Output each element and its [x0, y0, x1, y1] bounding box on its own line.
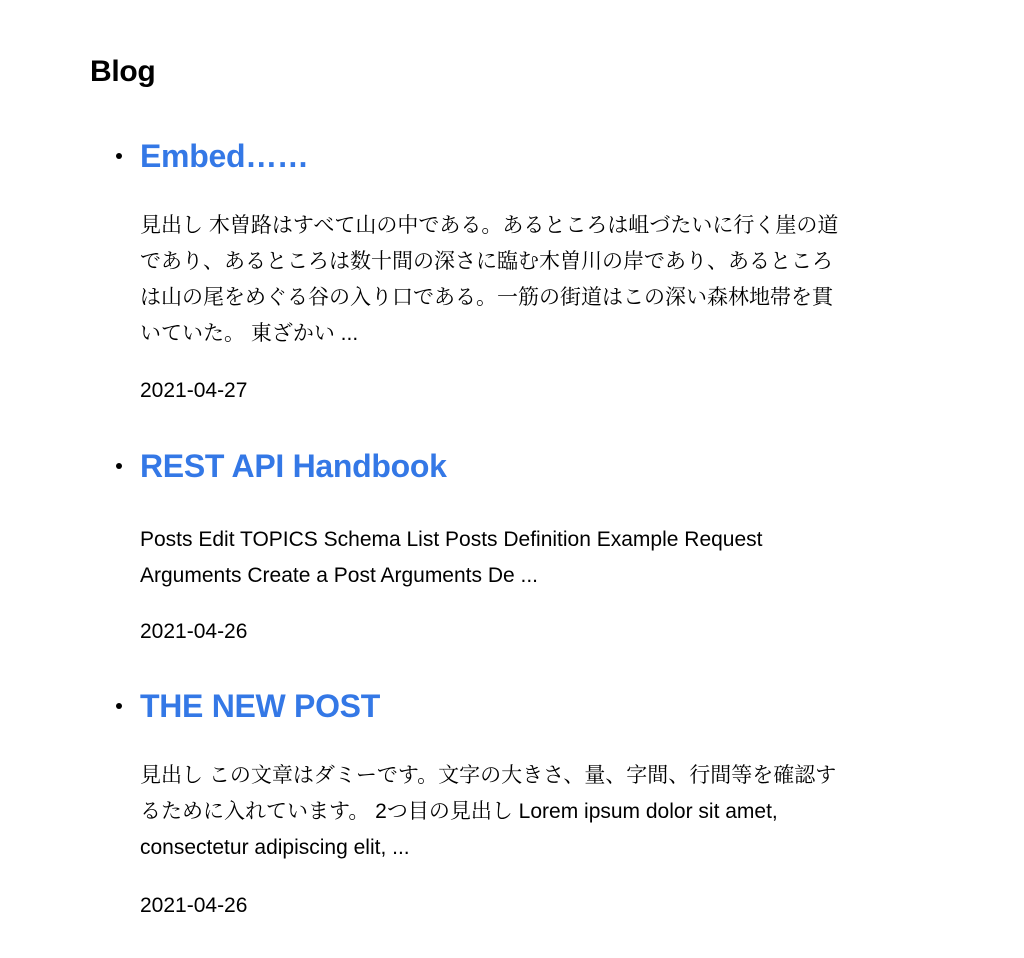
- post-title-link[interactable]: THE NEW POST: [140, 688, 380, 724]
- post-date: 2021-04-26: [140, 894, 248, 917]
- bullet-icon: [116, 153, 122, 159]
- post-excerpt: Posts Edit TOPICS Schema List Posts Definition Example Request Arguments Create a Post Arguments De ...: [140, 528, 763, 587]
- post-excerpt: 見出し この文章はダミーです。文字の大きさ、量、字間、行間等を確認するために入れています。 2つ目の見出し Lorem ipsum dolor sit amet, consectetur adipiscing elit, ...: [140, 764, 837, 859]
- post-item: [140, 446, 860, 643]
- post-title-link[interactable]: REST API Handbook: [140, 448, 447, 484]
- bullet-icon: [116, 463, 122, 469]
- bullet-icon: [116, 703, 122, 709]
- post-item: [140, 136, 860, 402]
- post-title-link[interactable]: Embed……: [140, 138, 309, 174]
- post-item: [140, 686, 860, 917]
- post-date: 2021-04-26: [140, 620, 248, 643]
- post-date: 2021-04-27: [140, 379, 248, 402]
- page-title: Blog: [90, 55, 156, 88]
- post-excerpt: 見出し 木曽路はすべて山の中である。あるところは岨づたいに行く崖の道であり、あるところは数十間の深さに臨む木曽川の岸であり、あるところは山の尾をめぐる谷の入り口である。一筋の街道はこの深い森林地帯を貫いていた。 東ざかい ...: [140, 214, 839, 345]
